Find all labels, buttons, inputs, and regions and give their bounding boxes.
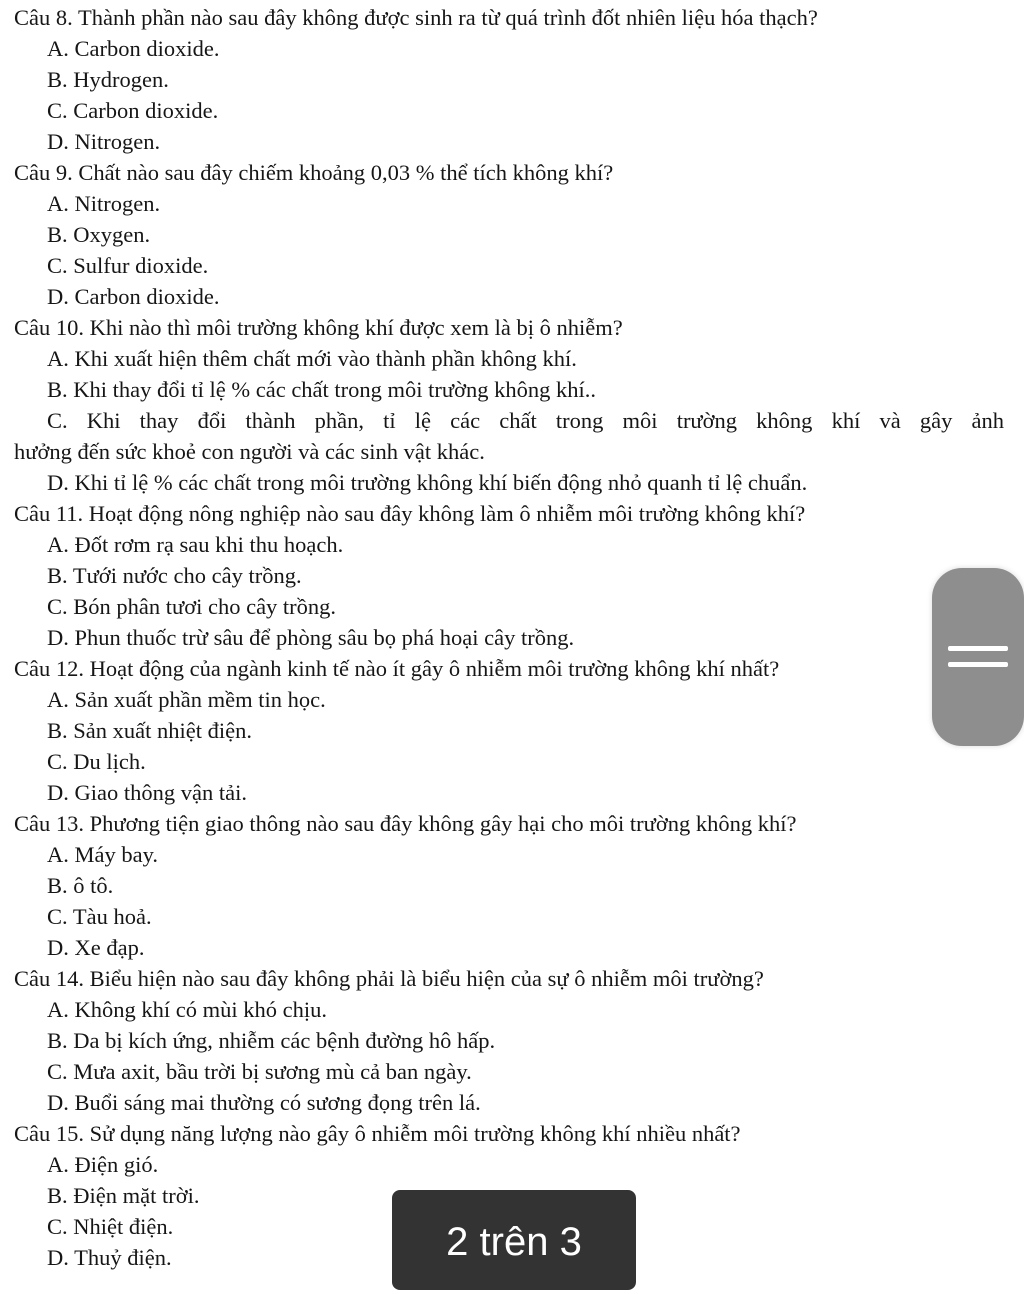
question-14-option-d: D. Buổi sáng mai thường có sương đọng trên lá.: [47, 1090, 481, 1115]
question-15-option-c: C. Nhiệt điện.: [47, 1214, 174, 1239]
question-12-option-d: D. Giao thông vận tải.: [47, 780, 247, 805]
question-8-option-d: D. Nitrogen.: [47, 129, 161, 154]
question-11-option-b: B. Tưới nước cho cây trồng.: [47, 563, 302, 588]
question-13-option-a: A. Máy bay.: [47, 842, 159, 867]
question-10-option-c: C. Khi thay đổi thành phần, tỉ lệ các chất trong môi trường không khí và gây ảnh: [47, 408, 1004, 433]
question-9-option-d: D. Carbon dioxide.: [47, 284, 220, 309]
question-11-option-a: A. Đốt rơm rạ sau khi thu hoạch.: [47, 532, 344, 557]
question-10: Câu 10. Khi nào thì môi trường không khí được xem là bị ô nhiễm?: [14, 315, 623, 340]
question-9-option-a: A. Nitrogen.: [47, 191, 161, 216]
question-13-option-d: D. Xe đạp.: [47, 935, 145, 960]
question-14: Câu 14. Biểu hiện nào sau đây không phải là biểu hiện của sự ô nhiễm môi trường?: [14, 966, 764, 991]
question-10-option-a: A. Khi xuất hiện thêm chất mới vào thành phần không khí.: [47, 346, 577, 371]
question-8-option-a: A. Carbon dioxide.: [47, 36, 220, 61]
question-10-option-d: D. Khi tỉ lệ % các chất trong môi trường không khí biến động nhỏ quanh tỉ lệ chuẩn.: [47, 470, 808, 495]
fast-scroll-handle[interactable]: [932, 568, 1024, 746]
question-8: Câu 8. Thành phần nào sau đây không được sinh ra từ quá trình đốt nhiên liệu hóa thạch?: [14, 5, 818, 30]
page-indicator: 2 trên 3: [392, 1190, 636, 1290]
question-9-option-b: B. Oxygen.: [47, 222, 151, 247]
question-8-option-c: C. Carbon dioxide.: [47, 98, 219, 123]
question-15-option-d: D. Thuỷ điện.: [47, 1245, 172, 1270]
question-11-option-d: D. Phun thuốc trừ sâu để phòng sâu bọ phá hoại cây trồng.: [47, 625, 575, 650]
question-13-option-b: B. ô tô.: [47, 873, 114, 898]
question-15: Câu 15. Sử dụng năng lượng nào gây ô nhiễm môi trường không khí nhiều nhất?: [14, 1121, 741, 1146]
question-12-option-c: C. Du lịch.: [47, 749, 146, 774]
question-11-option-c: C. Bón phân tươi cho cây trồng.: [47, 594, 337, 619]
question-12: Câu 12. Hoạt động của ngành kinh tế nào ít gây ô nhiễm môi trường không khí nhất?: [14, 656, 780, 681]
question-8-option-b: B. Hydrogen.: [47, 67, 169, 92]
drag-handle-line-top: [948, 646, 1008, 651]
question-12-option-a: A. Sản xuất phần mềm tin học.: [47, 687, 326, 712]
question-10-option-c-continuation: hưởng đến sức khoẻ con người và các sinh vật khác.: [14, 439, 485, 464]
drag-handle-line-bottom: [948, 662, 1008, 667]
question-14-option-a: A. Không khí có mùi khó chịu.: [47, 997, 327, 1022]
question-13-option-c: C. Tàu hoả.: [47, 904, 152, 929]
question-13: Câu 13. Phương tiện giao thông nào sau đây không gây hại cho môi trường không khí?: [14, 811, 797, 836]
question-14-option-b: B. Da bị kích ứng, nhiễm các bệnh đường hô hấp.: [47, 1028, 496, 1053]
question-15-option-b: B. Điện mặt trời.: [47, 1183, 200, 1208]
question-10-option-b: B. Khi thay đổi tỉ lệ % các chất trong môi trường không khí..: [47, 377, 596, 402]
question-12-option-b: B. Sản xuất nhiệt điện.: [47, 718, 252, 743]
question-11: Câu 11. Hoạt động nông nghiệp nào sau đây không làm ô nhiễm môi trường không khí?: [14, 501, 806, 526]
question-9: Câu 9. Chất nào sau đây chiếm khoảng 0,03 % thể tích không khí?: [14, 160, 614, 185]
document-page: [14, 2, 1004, 1273]
question-9-option-c: C. Sulfur dioxide.: [47, 253, 209, 278]
question-15-option-a: A. Điện gió.: [47, 1152, 159, 1177]
question-14-option-c: C. Mưa axit, bầu trời bị sương mù cả ban ngày.: [47, 1059, 472, 1084]
